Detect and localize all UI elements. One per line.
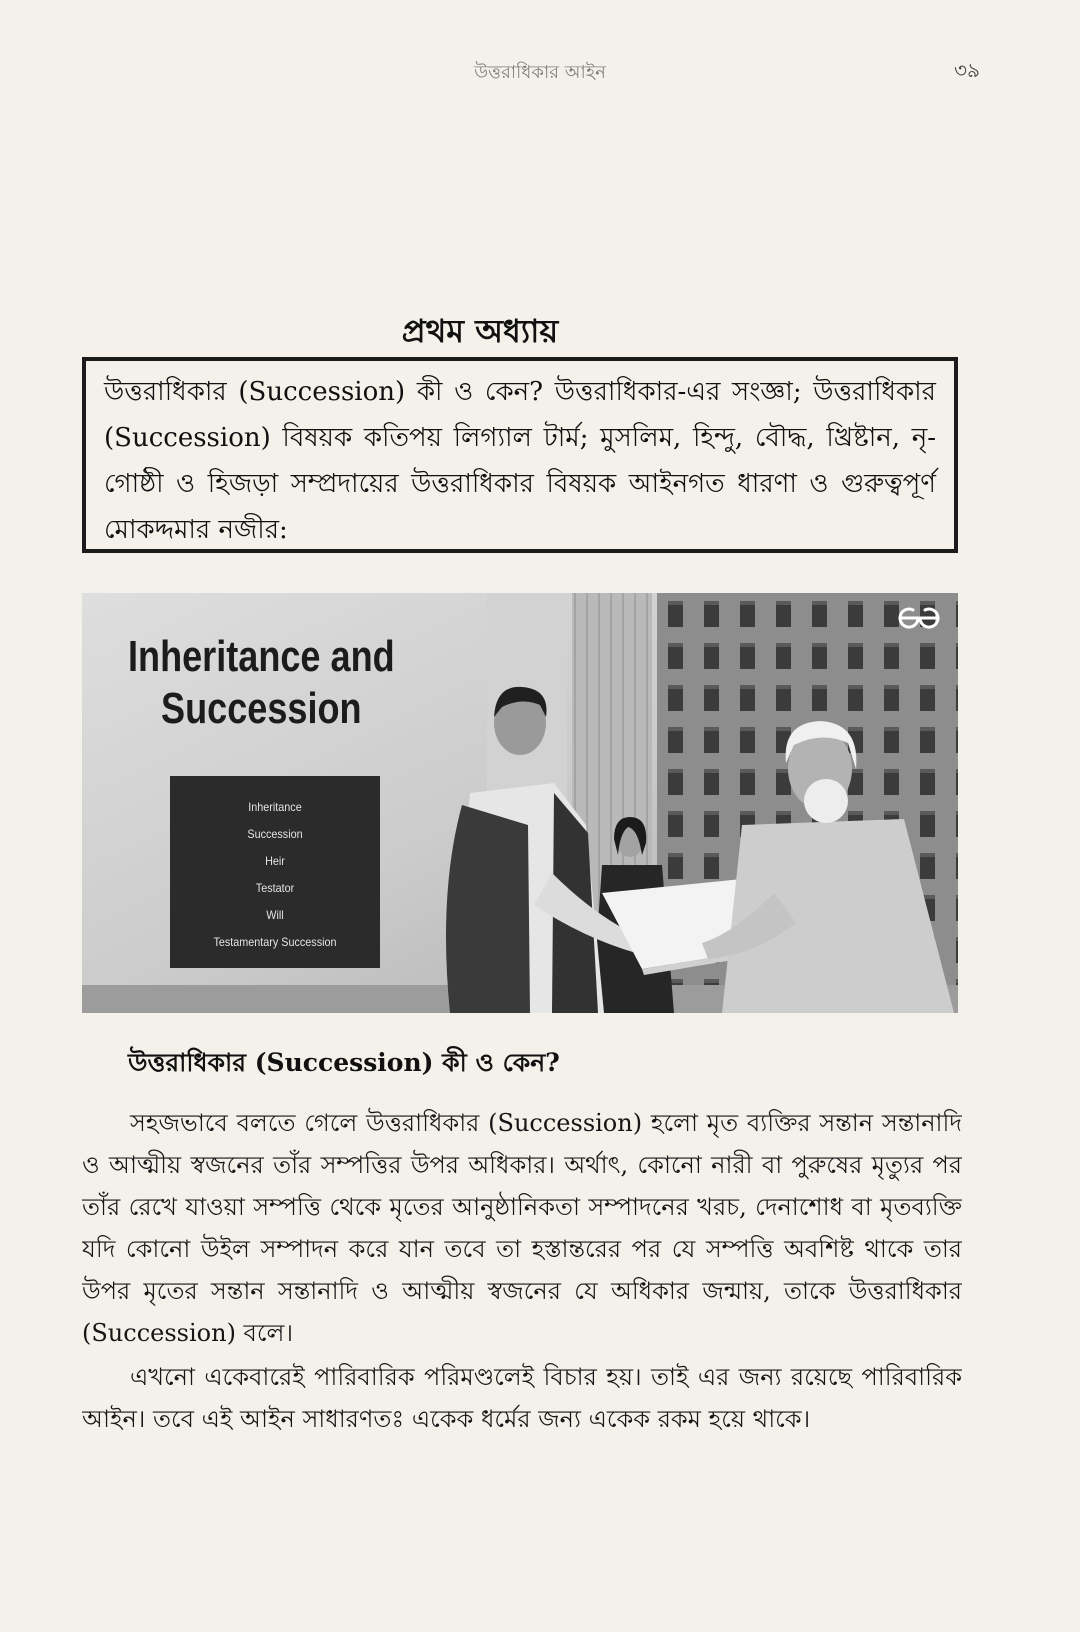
term-item: Testamentary Succession xyxy=(213,935,337,949)
term-item: Testator xyxy=(255,881,295,895)
body-paragraph: সহজভাবে বলতে গেলে উত্তরাধিকার (Succession) হলো মৃত ব্যক্তির সন্তান সন্তানাদি ও আত্মীয় স্বজনের তাঁর সম্পত্তির উপর অধিকার। অর্থাৎ, কোনো নারী বা পুরুষের মৃত্যুর পর তাঁর রেখে যাওয়া সম্পত্তি থেকে মৃতের আনুষ্ঠানিকতা সম্পাদনের খরচ, দেনাশোধ বা মৃতব্যক্তি যদি কোনো উইল সম্পাদন করে যান তবে তা হস্তান্তরের পর যে সম্পত্তি অবশিষ্ট থাকে তার উপর মৃতের সন্তান সন্তানাদি ও আত্মীয় স্বজনের যে অধিকার জন্মায়, তাকে উত্তরাধিকার (Succession) বলে। xyxy=(82,1109,962,1347)
running-title: উত্তরাধিকার আইন xyxy=(474,62,606,83)
chapter-title: প্রথম অধ্যায় xyxy=(401,312,559,350)
term-item: Heir xyxy=(265,854,285,868)
term-item: Will xyxy=(266,908,284,922)
chapter-summary-text: উত্তরাধিকার (Succession) কী ও কেন? উত্তরাধিকার-এর সংজ্ঞা; উত্তরাধিকার (Succession) বিষয়ক কতিপয় লিগ্যাল টার্ম; মুসলিম, হিন্দু, বৌদ্ধ, খ্রিষ্টান, নৃ-গোষ্ঠী ও হিজড়া সম্প্রদায়ের উত্তরাধিকার বিষয়ক আইনগত ধারণা ও গুরুত্বপূর্ণ মোকদ্দমার নজীর: xyxy=(104,377,936,545)
chapter-summary-box xyxy=(82,357,958,553)
photo-title-line: Inheritance and xyxy=(128,632,395,681)
photo-title xyxy=(128,631,395,735)
photo-title-line: Succession xyxy=(161,684,362,733)
term-item: Inheritance xyxy=(248,800,302,814)
inheritance-photo xyxy=(82,593,958,1013)
term-item: Succession xyxy=(247,827,303,841)
section-heading: উত্তরাধিকার (Succession) কী ও কেন? xyxy=(128,1048,560,1077)
body-paragraph: এখনো একেবারেই পারিবারিক পরিমণ্ডলেই বিচার হয়। তাই এর জন্য রয়েছে পারিবারিক আইন। তবে এই আইন সাধারণতঃ একেক ধর্মের জন্য একেক রকম হয়ে থাকে। xyxy=(82,1363,962,1433)
terms-box xyxy=(170,776,380,968)
page-number: ৩৯ xyxy=(954,58,980,82)
